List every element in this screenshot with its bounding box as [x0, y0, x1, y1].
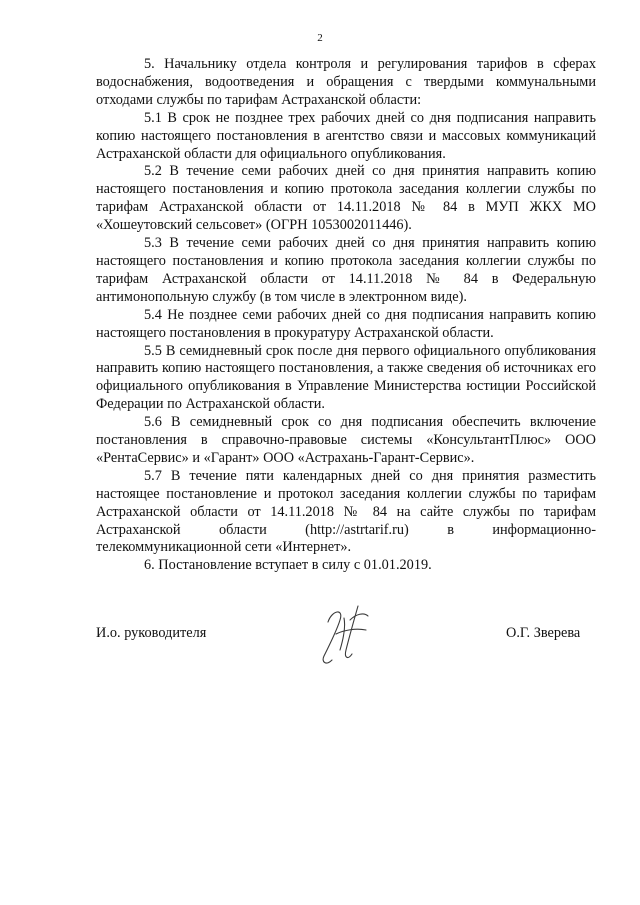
paragraph-6: 6. Постановление вступает в силу с 01.01.2019. — [144, 557, 432, 574]
page-number: 2 — [317, 32, 323, 44]
paragraph-5-6: 5.6 В семидневный срок со дня подписания обеспечить включение постановления в справочно-правовые системы «КонсультантПлюс» ООО «РентаСервис» и «Гарант» ООО «Астрахань-Гарант-Сервис». — [96, 414, 596, 466]
paragraph-5: 5. Начальнику отдела контроля и регулирования тарифов в сферах водоснабжения, водоотведения и обращения с твердыми коммунальными отходами службы по тарифам Астраханской области: — [96, 56, 596, 108]
paragraph-5-3: 5.3 В течение семи рабочих дней со дня принятия направить копию настоящего постановления и копию протокола заседания коллегии службы по тарифам Астраханской области от 14.11.2018 № 84 в Федеральную антимонопольную службу (в том числе в электронном виде). — [96, 235, 596, 305]
paragraph-5-2: 5.2 В течение семи рабочих дней со дня принятия направить копию настоящего постановления и копию протокола заседания коллегии службы по тарифам Астраханской области от 14.11.2018 № 84 в МУП ЖКХ МО «Хошеутовский сельсовет» (ОГРН 1053002011446). — [96, 163, 596, 234]
handwritten-signature — [310, 600, 382, 672]
paragraph-5-7: 5.7 В течение пяти календарных дней со дня принятия разместить настоящее постановление и протокол заседания коллегии службы по тарифам Астраханской области от 14.11.2018 № 84 на сайте службы по тарифам Астраханской области (http://astrtarif.ru) в информационно-телекоммуникационной сети «Интернет». — [96, 467, 596, 556]
signatory-position: И.о. руководителя — [96, 625, 207, 641]
paragraph-5-1: 5.1 В срок не позднее трех рабочих дней со дня подписания направить копию настоящего постановления в агентство связи и массовых коммуникаций Астраханской области для официального опубликования. — [96, 109, 596, 162]
paragraph-5-5: 5.5 В семидневный срок после дня первого официального опубликования направить копию настоящего постановления, а также сведения об источниках его официального опубликования в Управление Министерства юстиции Российской Федерации по Астраханской области. — [96, 342, 596, 413]
document-body — [96, 56, 596, 575]
signatory-name: О.Г. Зверева — [506, 625, 581, 641]
paragraph-5-4: 5.4 Не позднее семи рабочих дней со дня подписания направить копию настоящего постановления в прокуратуру Астраханской области. — [96, 306, 596, 341]
